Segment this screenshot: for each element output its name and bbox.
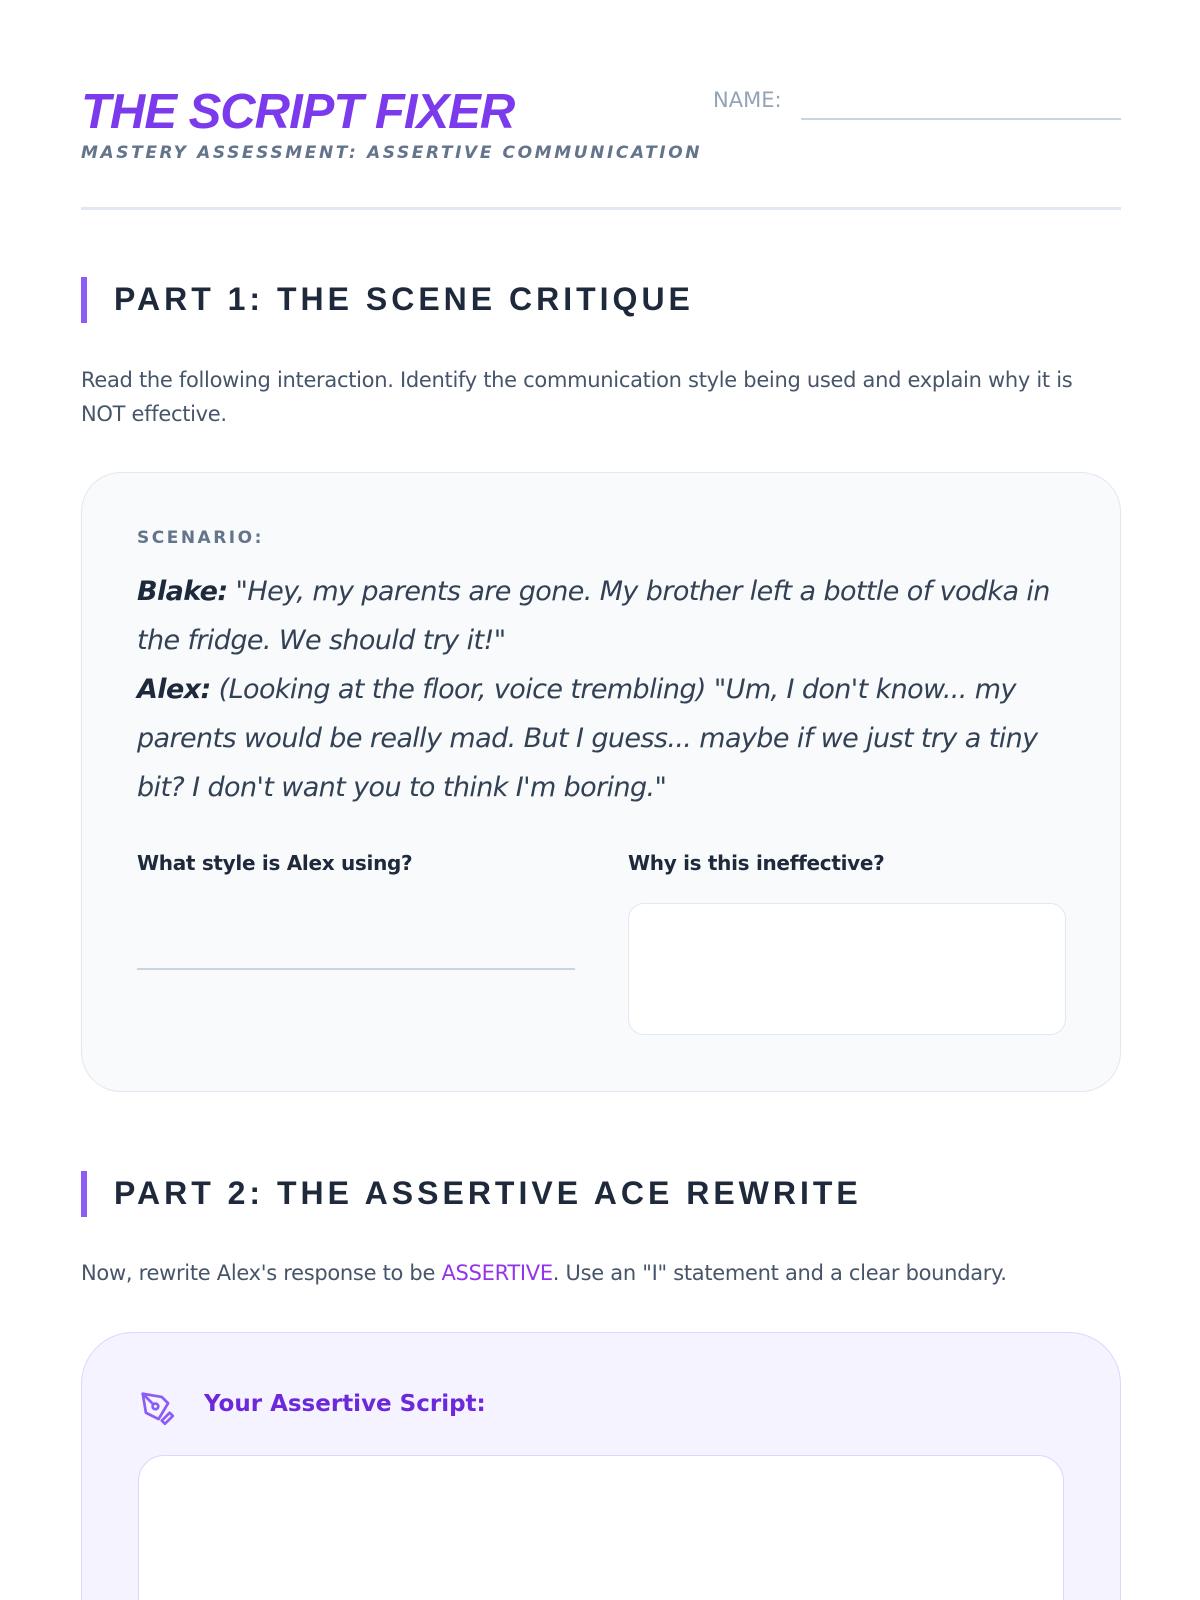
scenario-dialogue	[137, 567, 1077, 812]
part1-heading	[81, 277, 1121, 325]
dialogue-line-alex	[137, 665, 1077, 812]
worksheet-title: THE SCRIPT FIXER	[81, 85, 515, 139]
part2-accent-bar	[81, 1171, 87, 1217]
name-label: NAME:	[713, 88, 782, 112]
scenario-label: SCENARIO:	[137, 528, 264, 548]
part1-title: PART 1: THE SCENE CRITIQUE	[114, 281, 694, 317]
assertive-script-field[interactable]	[138, 1455, 1064, 1600]
part1-instructions: Read the following interaction. Identify the communication style being used and explain why it is NOT effective.	[81, 368, 1073, 426]
part2-title: PART 2: THE ASSERTIVE ACE REWRITE	[114, 1175, 862, 1211]
speaker-alex: Alex:	[137, 674, 211, 705]
rewrite-card	[81, 1332, 1121, 1600]
worksheet-subtitle: MASTERY ASSESSMENT: ASSERTIVE COMMUNICATION	[81, 143, 703, 163]
style-answer-field[interactable]	[137, 968, 575, 970]
assertive-emphasis: ASSERTIVE	[441, 1261, 553, 1285]
dialogue-line-blake	[137, 567, 1077, 665]
part2-instructions-after: . Use an "I" statement and a clear boundary.	[552, 1261, 1007, 1285]
script-label: Your Assertive Script:	[204, 1391, 486, 1417]
style-question: What style is Alex using?	[137, 851, 413, 875]
header-divider	[81, 207, 1121, 210]
part2-instructions-before: Now, rewrite Alex's response to be	[81, 1261, 442, 1285]
part2-heading	[81, 1171, 1121, 1219]
alex-line: (Looking at the floor, voice trembling) "Um, I don't know... my parents would be really mad. But I guess... maybe if we just try a tiny bit? I don't want you to think I'm boring."	[137, 674, 1038, 803]
part2-instructions	[81, 1256, 1121, 1290]
why-answer-field[interactable]	[628, 903, 1066, 1035]
name-field[interactable]	[801, 118, 1121, 120]
worksheet-header	[81, 80, 1121, 210]
speaker-blake: Blake:	[137, 576, 228, 607]
part1-accent-bar	[81, 277, 87, 323]
blake-line: "Hey, my parents are gone. My brother left a bottle of vodka in the fridge. We should try it!"	[137, 576, 1050, 656]
pen-nib-icon	[138, 1389, 176, 1427]
scenario-card	[81, 472, 1121, 1092]
why-question: Why is this ineffective?	[628, 851, 885, 875]
